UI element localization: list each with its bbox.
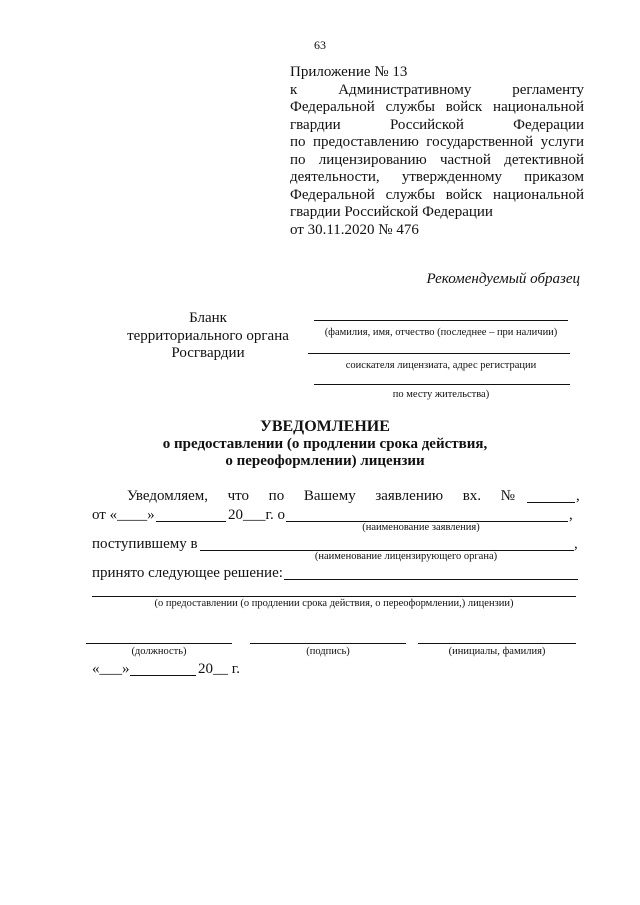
letterhead-line: территориального органа <box>127 327 289 344</box>
addressee-name-caption: (фамилия, имя, отчество (последнее – при наличии) <box>324 327 558 338</box>
appendix-line: от 30.11.2020 № 476 <box>290 221 419 238</box>
punctuation-comma: , <box>574 536 578 552</box>
punctuation-comma: , <box>569 507 573 523</box>
decision-caption: (о предоставлении (о продлении срока действия, о переоформлении,) лицензии) <box>154 598 514 609</box>
appendix-line: по предоставлению государственной услуги <box>290 134 584 150</box>
appendix-line: деятельности, утвержденному приказом <box>290 169 584 185</box>
addressee-applicant-line[interactable] <box>308 353 570 354</box>
decision-label: принято следующее решение: <box>92 565 283 581</box>
heading-subtitle-line: о переоформлении) лицензии <box>225 453 425 469</box>
incoming-number-field[interactable] <box>527 502 575 503</box>
statement-date-prefix: от «____» <box>92 507 155 523</box>
appendix-line: по лицензированию частной детективной <box>290 151 584 168</box>
heading-subtitle-line: о предоставлении (о продлении срока действия, <box>162 436 488 452</box>
signature-field[interactable] <box>250 643 406 644</box>
appendix-line: гвардии Российской Федерации <box>290 116 584 133</box>
initials-field[interactable] <box>418 643 576 644</box>
body-intro-text: Уведомляем, что по Вашему заявлению вх. № <box>127 488 515 504</box>
addressee-residence-line[interactable] <box>314 384 570 385</box>
punctuation-comma: , <box>576 488 580 504</box>
position-caption: (должность) <box>131 646 187 657</box>
signature-caption: (подпись) <box>306 646 350 657</box>
letterhead-line: Росгвардии <box>171 345 245 361</box>
appendix-line: Федеральной службы войск национальной <box>290 99 584 115</box>
appendix-block <box>290 64 584 239</box>
addressee-applicant-caption: соискателя лицензиата, адрес регистрации <box>345 360 537 371</box>
statement-name-caption: (наименование заявления) <box>362 522 480 533</box>
appendix-line: гвардии Российской Федерации <box>290 204 493 220</box>
received-label: поступившему в <box>92 536 198 552</box>
initials-caption: (инициалы, фамилия) <box>448 646 546 657</box>
position-field[interactable] <box>86 643 232 644</box>
decision-field-line-2[interactable] <box>92 596 576 597</box>
decision-field-line-1[interactable] <box>284 579 578 580</box>
appendix-title: Приложение № 13 <box>290 64 408 80</box>
page-number: 63 <box>314 38 326 52</box>
signature-date-month-field[interactable] <box>130 675 196 676</box>
signature-date-prefix: «___» <box>92 661 130 677</box>
appendix-line: к Административному регламенту <box>290 81 584 98</box>
statement-date-year: 20___г. о <box>228 507 285 523</box>
sample-label: Рекомендуемый образец <box>426 271 580 287</box>
licensing-organ-caption: (наименование лицензирующего органа) <box>314 551 498 562</box>
appendix-line: Федеральной службы войск национальной <box>290 186 584 203</box>
addressee-residence-caption: по месту жительства) <box>392 389 490 400</box>
letterhead-line: Бланк <box>189 310 227 326</box>
addressee-name-line[interactable] <box>314 320 568 321</box>
document-title: УВЕДОМЛЕНИЕ <box>260 418 390 435</box>
letterhead-block <box>98 310 318 363</box>
statement-date-month-field[interactable] <box>156 521 226 522</box>
signature-date-year: 20__ г. <box>198 661 240 677</box>
